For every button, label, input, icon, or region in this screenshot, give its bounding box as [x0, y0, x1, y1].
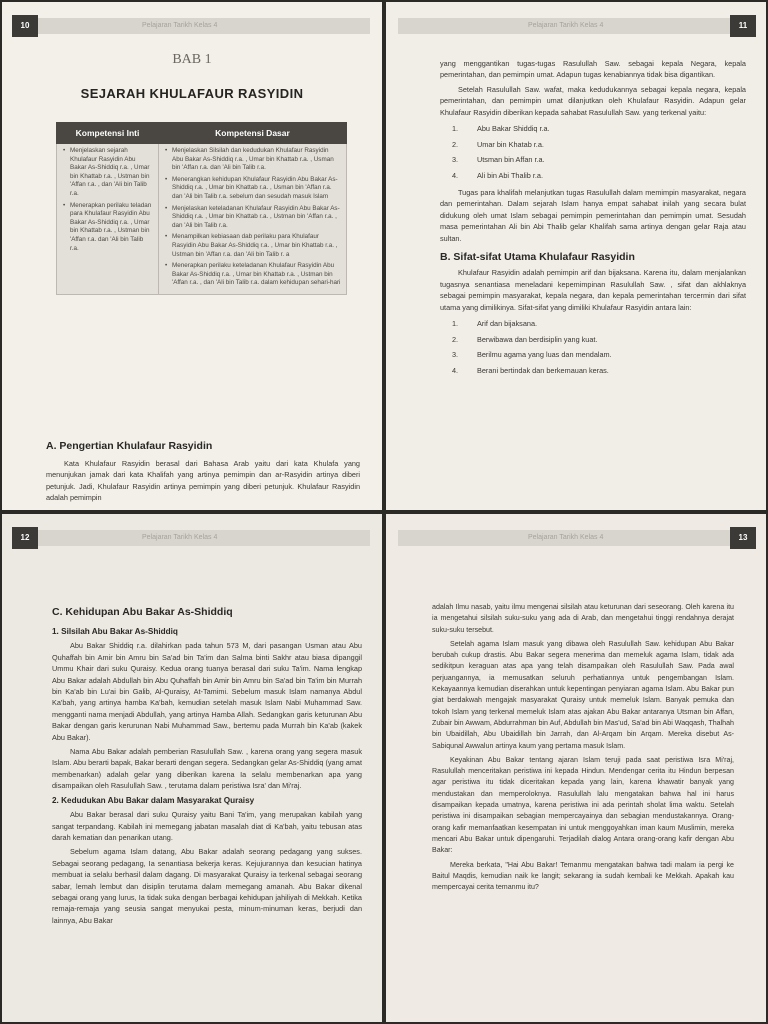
page-11	[386, 2, 766, 510]
running-head-bar	[12, 18, 370, 34]
running-head-text: Pelajaran Tarikh Kelas 4	[528, 534, 604, 541]
dasar-cell	[159, 144, 347, 295]
page-12-body	[52, 624, 362, 929]
inti-item: • Menerapkan perilaku teladan para Khulafaur Rasyidin Abu Bakar As-Shiddiq r.a. , Umar bin Khattab r.a. , Ustman bin 'Affan r.a. dan 'Ali bin Talib r.a.	[70, 202, 153, 254]
section-a-heading: A. Pengertian Khulafaur Rasyidin	[46, 440, 213, 452]
dasar-item: • Menerangkan kehidupan Khulafaur Rasyidin Abu Bakar As-Shiddiq r.a. , Umar bin Khattab r.a. , Usman bin 'Affan r.a. dan 'Ali bin Talib r.a. sebelum dan sesudah masuk Islam	[172, 176, 341, 202]
running-head-bar	[398, 18, 756, 34]
list-item: 1. Abu Bakar Shiddiq r.a.	[452, 124, 550, 134]
paragraph: yang menggantikan tugas-tugas Rasulullah Saw. sebagai kepala Negara, kepala pemerintahan, dan pemimpin umat. Adapun tugas kenabiannya tidak bisa digantikan.	[440, 59, 746, 80]
dasar-item: • Menampilkan kebiasaan dab perilaku para Khulafaur Rasyidin Abu Bakar As-Shiddiq r.a. , Umar bin Khattab r.a. , Ustman bin 'Affan r.a. dan 'Ali bin Talib r. a	[172, 233, 341, 259]
page-number: 12	[12, 527, 38, 549]
paragraph: Nama Abu Bakar adalah pemberian Rasulullah Saw. , karena orang yang segera masuk Islam. Abu berarti bapak, Bakar berarti dengan segera. Sedangkan gelar As-Shiddiq (yang amat membenarkan) adalah gelar yang diberikan karena Ia selalu membenarkan apa yang disampaikan oleh Rasulullah Saw. , terutama dalam peristiwa Isra' dan Mi'raj.	[52, 747, 362, 791]
paragraph: Abu Bakar Shiddiq r.a. dilahirkan pada tahun 573 M, dari pasangan Usman atau Abu Quhaffah bin Amir bin Amru bin Sa'ad bin Ta'im dan Salma binti Sakhr atau biasa dipanggil Ummu Khair dari suku Quraisy. Kedua orang tuanya berasal dari suku Ta'im. Nama lengkap Abu Bakar adalah Abdullah bin Abu Quhaffah bin Amir bin Amru bin Sa'ad bin Ta'im bin Murrah bin Ka'ab bin Lu'ai bin Galib, Al-Quraisy, At-Tamimi. Sebelum masuk Islam namanya Abdul Ka'bah, yang artinya hamba Ka'bah, kemudian setelah masuk Islam Nabi Muhammad Saw. mengganti nama menjadi Abdullah, yang artinya Hamba Allah. Sedangkan garis keturunan Abu Bakar dengan garis kerurunan Nabi Muhammad Saw., bertemu pada Murrah bin Ka'ab (kakek Abu Bakar).	[52, 641, 362, 742]
inti-item: • Menjelaskan sejarah Khulafaur Rasyidin Abu Bakar As-Shiddiq r.a. , Umar bin Khattab r.a. , Ustman bin 'Affan r.a. , dan 'Ali bin Talib r.a.	[70, 147, 153, 199]
dasar-item: • Menjelaskan keteladanan Khulafaur Rasyidin Abu Bakar As-Shiddiq r.a. , Umar bin Khattab r.a. , Ustman bin 'Affan r.a. , dan 'Ali bin Talib r.a.	[172, 205, 341, 231]
paragraph: Tugas para khalifah melanjutkan tugas Rasulullah dalam memimpin masyarakat, negara dan pemerintahan. Dalam sejarah Islam hanya empat sahabat inilah yang secara bulat didukung oleh umat Islam sebagai pemimpin pemerintahan dan pemimpin umat. Sesudah masa pemerintahan Ali bin Abi Thalib gelar Khalifah sama artinya dengan gelar Raja atau sultan.	[440, 188, 746, 243]
section-c-heading: C. Kehidupan Abu Bakar As-Shiddiq	[52, 606, 233, 618]
list-item: 1. Arif dan bijaksana.	[452, 319, 538, 329]
running-head-bar	[12, 530, 370, 546]
traits-list	[440, 316, 746, 378]
running-head-text: Pelajaran Tarikh Kelas 4	[142, 22, 218, 29]
page-10	[2, 2, 382, 510]
table-header-dasar: Kompetensi Dasar	[159, 123, 347, 144]
subheading: 1. Silsilah Abu Bakar As-Shiddiq	[52, 627, 178, 636]
page-number: 10	[12, 15, 38, 37]
page-13	[386, 514, 766, 1022]
dasar-item: • Menerapkan perilaku keteladanan Khulafaur Rasyidin Abu Bakar As-Shiddiq r.a. , Umar bin Khattab r.a. , Ustman bin 'Affan r.a. , dan 'Ali bin Talib r.a. dalam kehidupan sehari-hari	[172, 262, 341, 288]
paragraph: Mereka berkata, "Hai Abu Bakar! Temanmu mengatakan bahwa tadi malam ia pergi ke Baitul Maqdis, kemudian naik ke langit; sekarang ia sudah kembali ke Mekkah. Apakah kau mempercayai cerita temanmu itu?	[432, 860, 734, 892]
page-number: 13	[730, 527, 756, 549]
subheading: 2. Kedudukan Abu Bakar dalam Masyarakat Quraisy	[52, 795, 255, 805]
table-header-inti: Kompetensi Inti	[57, 123, 159, 144]
section-a-body	[46, 458, 360, 507]
paragraph: Setelah Rasulullah Saw. wafat, maka kedudukannya sebagai kepala negara, kepala pemerintahan, dan pemimpin umat dilanjutkan oleh Khulafaur Rasyidin. Adapun gelar Khulafaur Rasyidin diberikan kepada sahabat Rasulullah Saw. yang terkenal yaitu:	[440, 84, 746, 117]
paragraph: Sebelum agama Islam datang, Abu Bakar adalah seorang pedagang yang sukses. Sebagai seorang pedagang, Ia senantiasa bekerja keras. Kejujurannya dan kesucian hatinya membuat ia selalu berhasil dalam dagang. Di masyarakat Quraisy ia terkenal sebagai seorang sabar, lemah lembut dan disiplin terutama dalam memegang amanah. Abu Bakar dikenal sebagai orang yang lurus, Ia tidak suka dengan berbagai kehidupan jahiliyah di Mekkah. Ketika remaja-remaja yang seusia sangat menyukai pesta, minum-minuman keras, berjudi dan lainnya, Abu Bakar	[52, 847, 362, 925]
khalifah-list	[440, 121, 746, 183]
list-item: 3. Berilmu agama yang luas dan mendalam.	[452, 350, 612, 360]
list-item: 3. Utsman bin Affan r.a.	[452, 155, 545, 165]
paragraph: Kata Khulafaur Rasyidin berasal dari Bahasa Arab yaitu dari kata Khulafa yang menunjukan jamak dari kata Khalifah yang artinya pemimpin dan ar-Rasyidin artinya diberi petunjuk. Jadi, Khulafaur Rasyidin artinya pemimpin yang diberi petunjuk. Khulafaur Rasyidin adalah pemimpin	[46, 459, 360, 503]
list-item: 2. Berwibawa dan berdisiplin yang kuat.	[452, 334, 598, 344]
page-number: 11	[730, 15, 756, 37]
paragraph: Abu Bakar berasal dari suku Quraisy yaitu Bani Ta'im, yang merupakan kabilah yang sangat terpandang. Kabilah ini memegang jabatan masalah diat di Ka'bah, yaitu tebusan atas darah kematian dan penarikan utang.	[52, 810, 362, 842]
chapter-label: BAB 1	[172, 52, 212, 67]
chapter-title: SEJARAH KHULAFAUR RASYIDIN	[80, 86, 304, 101]
page-11-body	[440, 58, 746, 382]
paragraph: Keyakinan Abu Bakar tentang ajaran Islam teruji pada saat peristiwa Isra Mi'raj, Rasulullah menceritakan peristiwa ini kepada Hindun. Mendengar cerita itu Hindun berpesan agar peristiwa itu tidak diceritakan kepada yang lain, karena khawatir banyak yang mendustakan dan memperoloknya. Rasulullah lalu mengatakan bahwa hal ini harus disampaikan kepada umatnya, karena peristiwa ini ada perintah sholat lima waktu. Setelah peristiwa ini disampaikan sebagian mempercayainya dan sebagian mendustakannya. Orang-orang kafir memanfaatkan kesempatan ini untuk menggoyahkan iman kaum Muslimin, mereka mencari Abu Bakar untuk dipengaruhi. Terjadilah dialog Antara orang-orang kafir dengan Abu Bakar:	[432, 755, 734, 855]
page-13-body	[432, 602, 734, 896]
competency-table	[56, 122, 347, 295]
paragraph: Setelah agama Islam masuk yang dibawa oleh Rasulullah Saw. kehidupan Abu Bakar berubah cukup drastis. Abu Bakar segera menerima dan memeluk agama Islam, tidak ada sedikitpun keraguan atas apa yang telah disampaikan oleh Rasulullah Saw. Pada awal perjuangannya, ia memusatkan seluruh perhatiannya untuk pengembangan Islam. Kekayaannya kemudian diserahkan untuk kepentingan penyiaran agama Islam. Abu Bakar pun giat berdakwah mengajak masyarakat Quraisy untuk memeluk Islam. Banyak pemuka dan tokoh Islam yang terkenal memeluk Islam atas ajakan Abu Bakar antaranya Utsman bin Affan, Zubair bin Awwam, Abdurrahman bin Auf, Abdullah bin Mas'ud, Sa'ad bin Abi Waqqash, Thalhah bin Ubaidillah, Abu Ubaidillah bin Jarrah, dan Al-Arqam bin Arqam. Mereka disebut As-Sabiqunal Awwalun artinya kaum yang pertama masuk Islam.	[432, 639, 734, 750]
list-item: 4. Ali bin Abi Thalib r.a.	[452, 170, 543, 180]
inti-cell	[57, 144, 159, 295]
running-head-bar	[398, 530, 756, 546]
paragraph: adalah Ilmu nasab, yaitu ilmu mengenai silsilah atau keturunan dari seseorang. Oleh karena itu ia mengetahui silsilah suku-suku yang ada di Arab, dan mengetahui tinggi rendahnya derajat suku-suku tersebut.	[432, 603, 734, 634]
paragraph: Khulafaur Rasyidin adalah pemimpin arif dan bijaksana. Karena itu, dalam menjalankan tugasnya senantiasa meneladani kepemimpinan Rasulullah Saw. , sifat dan akhlaknya sebagai pemimpin masyarakat, kepala negara, dan kepala pemerintahan tercermin dari sifat utama yang dimilikinya. Sifat-sifat yang dimiliki Khulafaur Rasyidin antara lain:	[440, 268, 746, 312]
dasar-item: • Menjelaskan Silsilah dan kedudukan Khulafaur Rasyidin Abu Bakar As-Shiddiq r.a. , Umar bin Khattab r.a. , Usman bin 'Affan r.a. dan 'Ali bin Talib r.a.	[172, 147, 341, 173]
section-b-heading: B. Sifat-sifat Utama Khulafaur Rasyidin	[440, 251, 635, 264]
list-item: 4. Berani bertindak dan berkemauan keras.	[452, 365, 609, 375]
page-12	[2, 514, 382, 1022]
running-head-text: Pelajaran Tarikh Kelas 4	[142, 534, 218, 541]
list-item: 2. Umar bin Khatab r.a.	[452, 139, 544, 149]
running-head-text: Pelajaran Tarikh Kelas 4	[528, 22, 604, 29]
